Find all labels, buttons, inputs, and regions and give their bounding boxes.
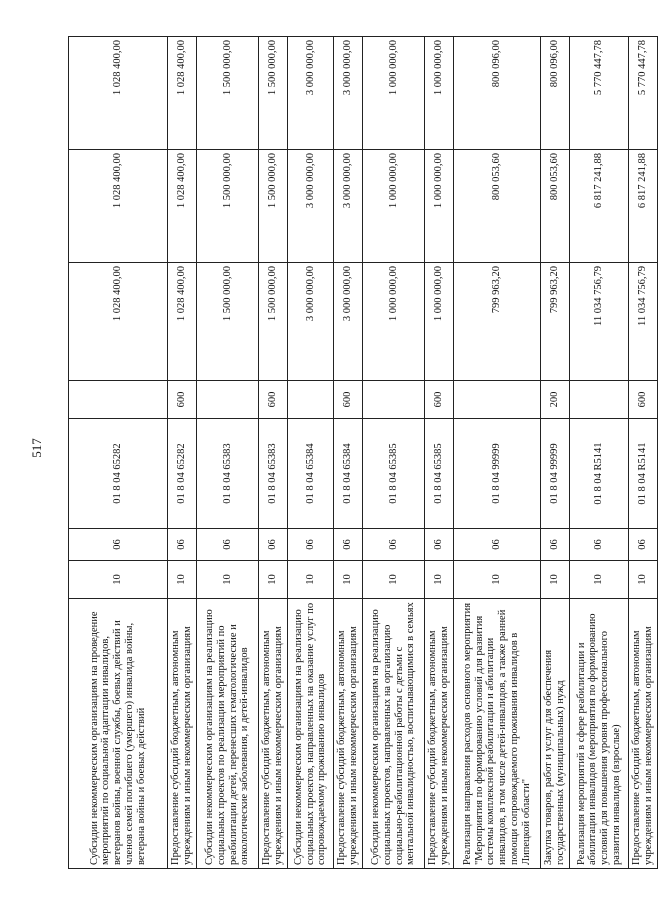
amount-year3-cell: 1 000 000,00 xyxy=(363,37,425,150)
amount-year1-cell: 1 000 000,00 xyxy=(425,263,454,381)
amount-year2-cell: 800 053,60 xyxy=(541,150,570,263)
amount-year3-cell: 1 028 400,00 xyxy=(168,37,197,150)
table-row xyxy=(363,37,425,869)
expense-type-cell xyxy=(363,381,425,419)
amount-year3-cell: 1 000 000,00 xyxy=(425,37,454,150)
expense-type-cell xyxy=(454,381,541,419)
amount-year3-cell: 1 028 400,00 xyxy=(69,37,168,150)
table-row xyxy=(197,37,259,869)
expense-type-cell: 600 xyxy=(425,381,454,419)
table-row xyxy=(454,37,541,869)
rotated-table-container xyxy=(68,37,654,869)
target-article-cell: 01 8 04 65385 xyxy=(425,419,454,529)
amount-year1-cell: 3 000 000,00 xyxy=(334,263,363,381)
expense-type-cell xyxy=(197,381,259,419)
row-name-cell: Предоставление субсидий бюджетным, автономным учреждениям и иным некоммерческим организациям xyxy=(259,599,288,869)
table-row xyxy=(259,37,288,869)
amount-year1-cell: 1 500 000,00 xyxy=(259,263,288,381)
budget-table xyxy=(68,36,658,869)
section-code-cell: 10 xyxy=(168,561,197,599)
target-article-cell: 01 8 04 R5141 xyxy=(570,419,629,529)
table-row xyxy=(570,37,629,869)
row-name-cell: Субсидии некоммерческим организациям на реализацию социальных проектов по реализации мероприятий по реабилитации детей, перенесших гематологические и онкологические заболевания, и детей-инвалидов xyxy=(197,599,259,869)
expense-type-cell: 200 xyxy=(541,381,570,419)
amount-year2-cell: 1 028 400,00 xyxy=(168,150,197,263)
row-name-cell: Реализация направления расходов основного мероприятия "Мероприятия по формированию условий для развития системы комплексной реабилитации и абилитации инвалидов, в том числе детей-инвалидов, а также ранней помощи сопровождаемого проживания инвалидов в Липецкой области" xyxy=(454,599,541,869)
target-article-cell: 01 8 04 65384 xyxy=(334,419,363,529)
expense-type-cell xyxy=(570,381,629,419)
section-code-cell: 10 xyxy=(334,561,363,599)
section-code-cell: 10 xyxy=(570,561,629,599)
amount-year3-cell: 5 770 447,78 xyxy=(629,37,658,150)
amount-year1-cell: 1 000 000,00 xyxy=(363,263,425,381)
expense-type-cell: 600 xyxy=(168,381,197,419)
target-article-cell: 01 8 04 65385 xyxy=(363,419,425,529)
amount-year2-cell: 800 053,60 xyxy=(454,150,541,263)
table-row xyxy=(69,37,168,869)
section-code-cell: 10 xyxy=(541,561,570,599)
subsection-code-cell: 06 xyxy=(363,529,425,561)
row-name-cell: Закупка товаров, работ и услуг для обеспечения государственных (муниципальных) нужд xyxy=(541,599,570,869)
amount-year2-cell: 3 000 000,00 xyxy=(334,150,363,263)
subsection-code-cell: 06 xyxy=(629,529,658,561)
expense-type-cell: 600 xyxy=(629,381,658,419)
section-code-cell: 10 xyxy=(259,561,288,599)
amount-year3-cell: 800 096,00 xyxy=(454,37,541,150)
section-code-cell: 10 xyxy=(425,561,454,599)
target-article-cell: 01 8 04 R5141 xyxy=(629,419,658,529)
target-article-cell: 01 8 04 65383 xyxy=(197,419,259,529)
amount-year2-cell: 1 028 400,00 xyxy=(69,150,168,263)
row-name-cell: Субсидии некоммерческим организациям на реализацию социальных проектов, направленных на оказание услуг по сопровождаемому проживанию инвалидов xyxy=(288,599,334,869)
row-name-cell: Предоставление субсидий бюджетным, автономным учреждениям и иным некоммерческим организациям xyxy=(629,599,658,869)
subsection-code-cell: 06 xyxy=(425,529,454,561)
amount-year2-cell: 3 000 000,00 xyxy=(288,150,334,263)
target-article-cell: 01 8 04 65282 xyxy=(168,419,197,529)
table-body xyxy=(69,37,658,869)
amount-year1-cell: 11 034 756,79 xyxy=(629,263,658,381)
expense-type-cell: 600 xyxy=(259,381,288,419)
amount-year1-cell: 1 500 000,00 xyxy=(197,263,259,381)
amount-year3-cell: 1 500 000,00 xyxy=(259,37,288,150)
section-code-cell: 10 xyxy=(197,561,259,599)
row-name-cell: Субсидии некоммерческим организациям на проведение мероприятий по социальной адаптации инвалидов, ветеранов войны, военной службы, боевых действий и членов семей погибшего (умершего) инвалида войны, ветерана войны и боевых действий xyxy=(69,599,168,869)
section-code-cell: 10 xyxy=(363,561,425,599)
table-row xyxy=(334,37,363,869)
amount-year2-cell: 6 817 241,88 xyxy=(629,150,658,263)
amount-year3-cell: 800 096,00 xyxy=(541,37,570,150)
amount-year1-cell: 799 963,20 xyxy=(541,263,570,381)
section-code-cell: 10 xyxy=(288,561,334,599)
table-row xyxy=(168,37,197,869)
target-article-cell: 01 8 04 65383 xyxy=(259,419,288,529)
expense-type-cell xyxy=(288,381,334,419)
section-code-cell: 10 xyxy=(69,561,168,599)
target-article-cell: 01 8 04 99999 xyxy=(454,419,541,529)
row-name-cell: Предоставление субсидий бюджетным, автономным учреждениям и иным некоммерческим организациям xyxy=(334,599,363,869)
page-number: 517 xyxy=(29,438,44,458)
target-article-cell: 01 8 04 99999 xyxy=(541,419,570,529)
subsection-code-cell: 06 xyxy=(454,529,541,561)
row-name-cell: Субсидии некоммерческим организациям на реализацию социальных проектов, направленных на организацию социально-реабилитационной работы с детьми с ментальной инвалидностью, воспитывающимися в семьях xyxy=(363,599,425,869)
section-code-cell: 10 xyxy=(454,561,541,599)
section-code-cell: 10 xyxy=(629,561,658,599)
amount-year2-cell: 6 817 241,88 xyxy=(570,150,629,263)
subsection-code-cell: 06 xyxy=(541,529,570,561)
table-row xyxy=(288,37,334,869)
amount-year2-cell: 1 500 000,00 xyxy=(197,150,259,263)
subsection-code-cell: 06 xyxy=(334,529,363,561)
target-article-cell: 01 8 04 65384 xyxy=(288,419,334,529)
row-name-cell: Реализация мероприятий в сфере реабилитации и абилитации инвалидов (мероприятия по формированию условий для повышения уровня профессионального развития инвалидов (взрослые) xyxy=(570,599,629,869)
amount-year2-cell: 1 500 000,00 xyxy=(259,150,288,263)
amount-year3-cell: 1 500 000,00 xyxy=(197,37,259,150)
row-name-cell: Предоставление субсидий бюджетным, автономным учреждениям и иным некоммерческим организациям xyxy=(425,599,454,869)
subsection-code-cell: 06 xyxy=(168,529,197,561)
amount-year3-cell: 3 000 000,00 xyxy=(288,37,334,150)
table-row xyxy=(425,37,454,869)
subsection-code-cell: 06 xyxy=(570,529,629,561)
amount-year1-cell: 1 028 400,00 xyxy=(168,263,197,381)
expense-type-cell xyxy=(69,381,168,419)
subsection-code-cell: 06 xyxy=(69,529,168,561)
subsection-code-cell: 06 xyxy=(288,529,334,561)
subsection-code-cell: 06 xyxy=(197,529,259,561)
amount-year1-cell: 11 034 756,79 xyxy=(570,263,629,381)
amount-year1-cell: 799 963,20 xyxy=(454,263,541,381)
subsection-code-cell: 06 xyxy=(259,529,288,561)
amount-year3-cell: 5 770 447,78 xyxy=(570,37,629,150)
amount-year1-cell: 1 028 400,00 xyxy=(69,263,168,381)
table-row xyxy=(541,37,570,869)
target-article-cell: 01 8 04 65282 xyxy=(69,419,168,529)
expense-type-cell: 600 xyxy=(334,381,363,419)
amount-year2-cell: 1 000 000,00 xyxy=(363,150,425,263)
amount-year3-cell: 3 000 000,00 xyxy=(334,37,363,150)
table-row xyxy=(629,37,658,869)
amount-year2-cell: 1 000 000,00 xyxy=(425,150,454,263)
amount-year1-cell: 3 000 000,00 xyxy=(288,263,334,381)
row-name-cell: Предоставление субсидий бюджетным, автономным учреждениям и иным некоммерческим организациям xyxy=(168,599,197,869)
